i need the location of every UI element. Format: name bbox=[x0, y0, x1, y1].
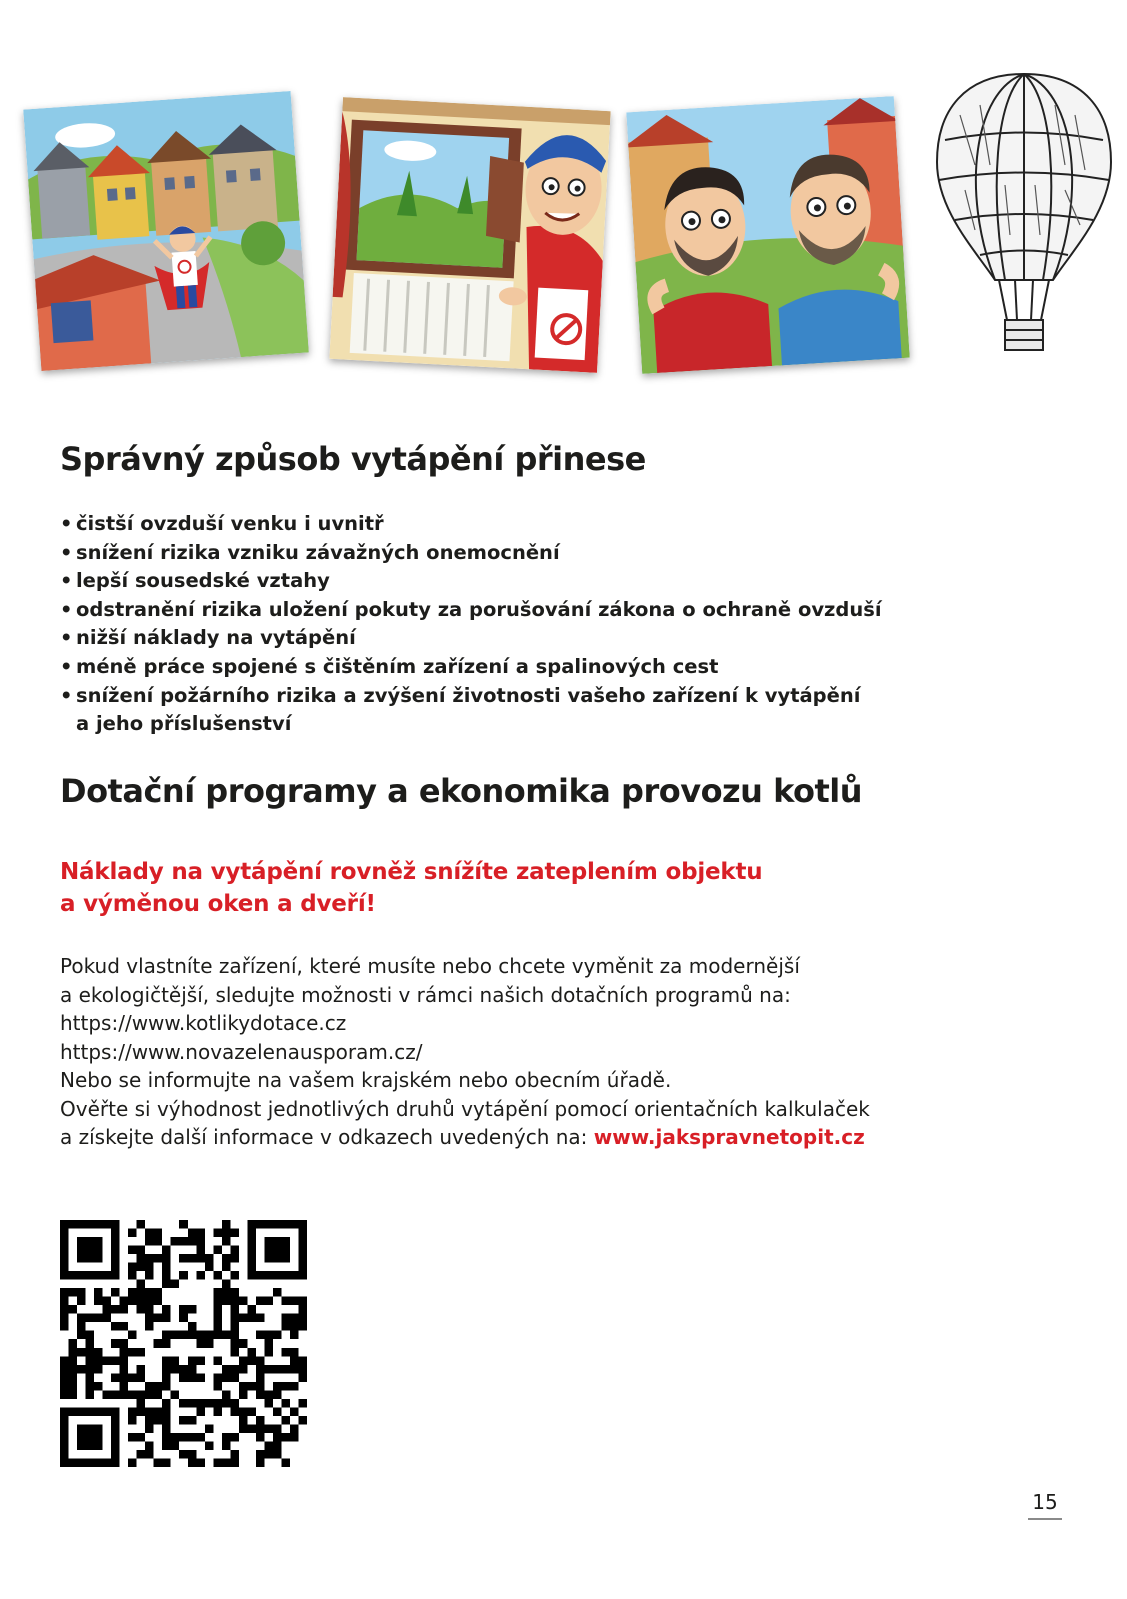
neighbors-illustration bbox=[626, 96, 909, 374]
benefit-item: • čistší ovzduší venku i uvnitř bbox=[60, 510, 882, 539]
body-line: Ověřte si výhodnost jednotlivých druhů vytápění pomocí orientačních kalkulaček bbox=[60, 1096, 870, 1121]
benefits-heading: Správný způsob vytápění přinese bbox=[60, 440, 646, 478]
benefit-item: • méně práce spojené s čištěním zařízení a spalinových cest bbox=[60, 653, 882, 682]
body-line-last bbox=[60, 1123, 870, 1152]
subsidies-heading: Dotační programy a ekonomika provozu kotlů bbox=[60, 772, 863, 810]
page-number: 15 bbox=[1028, 1490, 1062, 1520]
benefit-item: • snížení požárního rizika a zvýšení životnosti vašeho zařízení k vytápění a jeho příslušenství bbox=[60, 682, 882, 739]
body-line: a ekologičtější, sledujte možnosti v rámci našich dotačních programů na: bbox=[60, 982, 791, 1007]
body-line: Nebo se informujte na vašem krajském nebo obecním úřadě. bbox=[60, 1068, 672, 1092]
jakspravnetopit-link[interactable]: www.jakspravnetopit.cz bbox=[593, 1125, 865, 1149]
body-paragraph bbox=[60, 952, 870, 1152]
benefit-item: • odstranění rizika uložení pokuty za porušování zákona o ochraně ovzduší bbox=[60, 596, 882, 625]
benefit-item: • lepší sousedské vztahy bbox=[60, 567, 882, 596]
benefits-list bbox=[60, 510, 882, 739]
hot-air-balloon-icon bbox=[935, 70, 1113, 355]
kotlikydotace-link[interactable]: https://www.kotlikydotace.cz bbox=[60, 1011, 347, 1035]
benefit-item: • snížení rizika vzniku závažných onemocnění bbox=[60, 539, 882, 568]
qr-code[interactable] bbox=[60, 1220, 307, 1467]
hero-window-illustration bbox=[329, 97, 610, 373]
novazelenausporam-link[interactable]: https://www.novazelenausporam.cz/ bbox=[60, 1039, 423, 1064]
town-street-illustration bbox=[23, 91, 309, 371]
highlight-text: Náklady na vytápění rovněž snížíte zateplením objektu a výměnou oken a dveří! bbox=[60, 859, 763, 917]
body-line-prefix: a získejte další informace v odkazech uvedených na: bbox=[60, 1125, 594, 1149]
benefit-item: • nižší náklady na vytápění bbox=[60, 624, 882, 653]
body-line: Pokud vlastníte zařízení, které musíte nebo chcete vyměnit za modernější bbox=[60, 954, 800, 978]
